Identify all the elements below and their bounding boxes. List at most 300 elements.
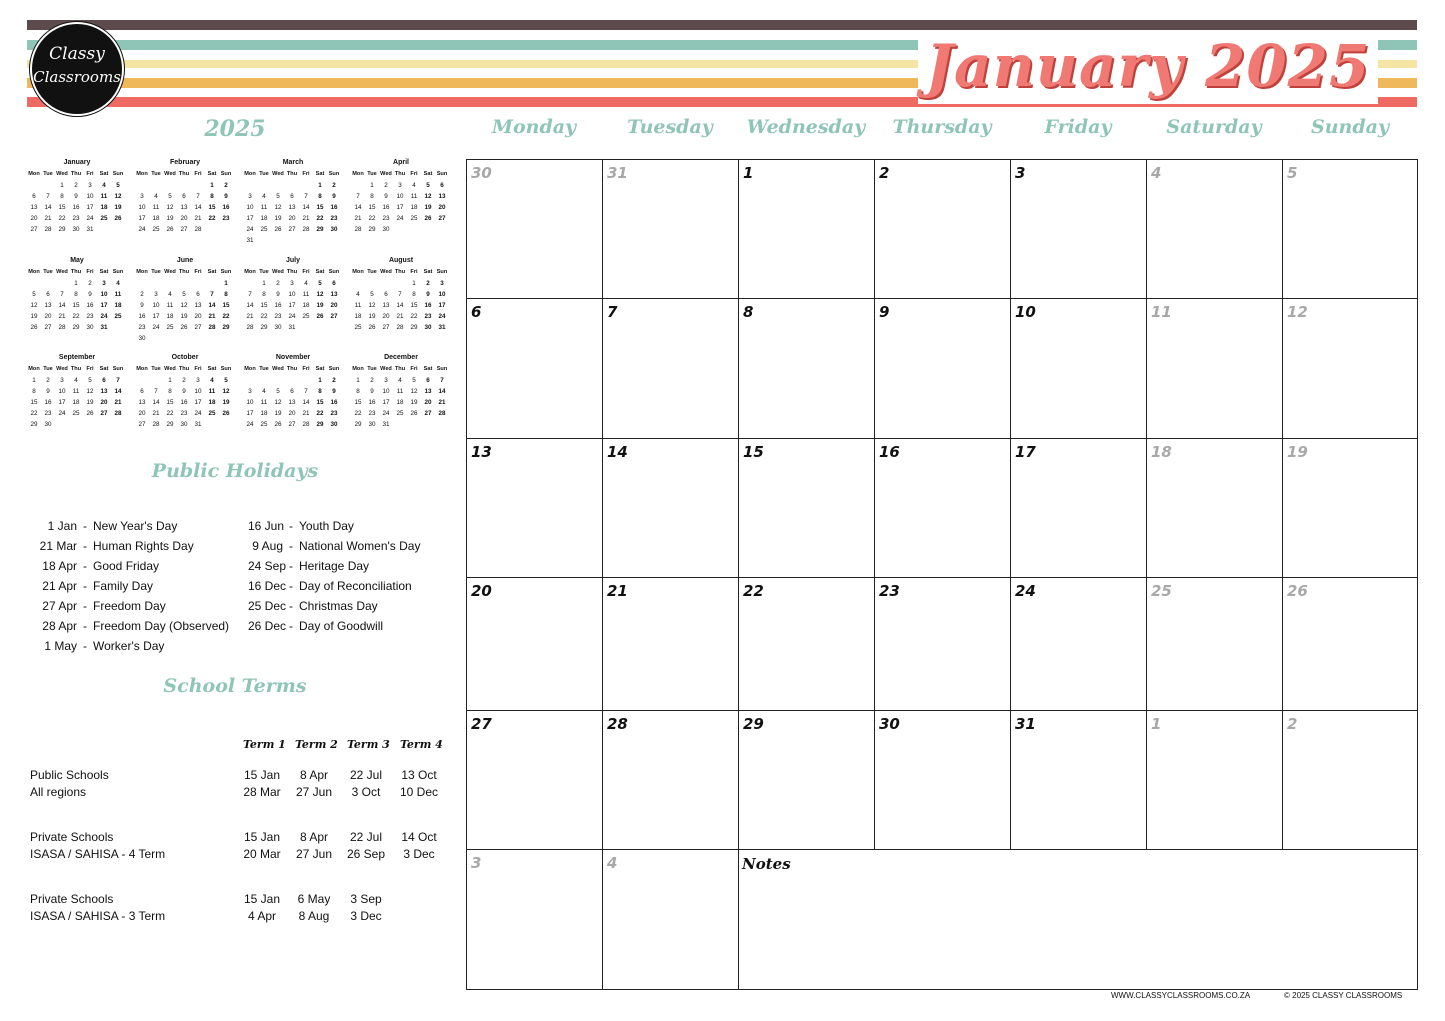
holiday-item	[30, 516, 229, 536]
day-cell-number[interactable]: 6	[471, 303, 482, 321]
mini-month-name: July	[285, 257, 300, 264]
mini-day: 18	[260, 215, 268, 222]
mini-day: 9	[46, 388, 50, 395]
mini-month-days	[27, 168, 127, 235]
mini-day-header: Fri	[194, 269, 202, 275]
day-cell-number[interactable]: 31	[1015, 715, 1036, 733]
mini-day: 4	[356, 291, 360, 298]
mini-day-header: Sat	[423, 171, 433, 177]
mini-day: 11	[114, 291, 122, 298]
term-start: 8 Apr	[299, 830, 329, 844]
holiday-date: 21 Apr	[42, 579, 77, 593]
mini-day: 1	[262, 280, 266, 287]
mini-day: 31	[100, 324, 108, 331]
footer-website[interactable]: WWW.CLASSYCLASSROOMS.CO.ZA	[1111, 991, 1251, 1000]
mini-day: 26	[166, 226, 174, 233]
mini-month-name: June	[176, 257, 194, 264]
grid-col-line	[602, 159, 603, 989]
mini-day: 7	[60, 291, 64, 298]
holiday-separator: -	[289, 539, 293, 553]
mini-day: 12	[424, 193, 432, 200]
grid-col-line	[738, 159, 739, 989]
mini-day-header: Sat	[315, 366, 325, 372]
mini-day-blank	[135, 278, 149, 289]
mini-day: 31	[194, 421, 202, 428]
mini-day: 30	[86, 324, 94, 331]
mini-day: 12	[180, 302, 188, 309]
mini-day: 24	[100, 313, 108, 320]
mini-month-days	[243, 266, 343, 333]
mini-day-blank	[243, 180, 257, 191]
mini-day: 21	[246, 313, 254, 320]
mini-day: 26	[222, 410, 230, 417]
mini-day-blank	[285, 180, 299, 191]
mini-day: 24	[152, 324, 160, 331]
mini-day: 16	[222, 204, 230, 211]
mini-day: 23	[382, 215, 390, 222]
mini-day: 23	[72, 215, 80, 222]
mini-day: 29	[222, 324, 230, 331]
day-cell-number[interactable]: 15	[743, 443, 764, 461]
mini-day-header: Mon	[352, 171, 364, 177]
mini-day: 1	[370, 182, 374, 189]
mini-day: 13	[180, 204, 188, 211]
mini-day: 15	[410, 302, 418, 309]
mini-day: 1	[210, 182, 214, 189]
mini-day: 13	[382, 302, 390, 309]
mini-day: 25	[260, 421, 268, 428]
mini-day: 11	[100, 193, 108, 200]
term-header-1: Term 1	[243, 738, 286, 751]
term-start: 3 Sep	[350, 892, 382, 906]
public-holidays-title: Public Holidays	[151, 460, 319, 482]
mini-day: 1	[168, 377, 172, 384]
mini-day-blank	[27, 180, 41, 191]
mini-day: 23	[138, 324, 146, 331]
day-cell-number[interactable]: 10	[1015, 303, 1036, 321]
mini-day: 8	[318, 388, 322, 395]
mini-day: 25	[208, 410, 216, 417]
mini-day: 19	[410, 399, 418, 406]
mini-day: 25	[354, 324, 362, 331]
mini-day-header: Wed	[380, 171, 392, 177]
mini-day-blank	[351, 180, 365, 191]
mini-day: 24	[396, 215, 404, 222]
day-cell-number[interactable]: 25	[1151, 582, 1172, 600]
mini-day: 28	[44, 226, 52, 233]
mini-day: 22	[410, 313, 418, 320]
day-cell-number[interactable]: 13	[471, 443, 492, 461]
day-cell-number[interactable]: 20	[471, 582, 492, 600]
mini-day: 7	[248, 291, 252, 298]
mini-day: 15	[58, 204, 66, 211]
mini-day: 7	[46, 193, 50, 200]
mini-day-header: Fri	[194, 171, 202, 177]
day-cell-number[interactable]: 30	[471, 164, 492, 182]
day-cell-number[interactable]: 19	[1287, 443, 1308, 461]
grid-row-line	[466, 849, 1418, 850]
mini-day: 22	[354, 410, 362, 417]
mini-day: 22	[30, 410, 38, 417]
mini-day-header: Tue	[43, 269, 53, 275]
mini-month-february	[135, 158, 235, 235]
mini-day-blank	[285, 375, 299, 386]
mini-day: 20	[382, 313, 390, 320]
mini-day: 9	[140, 302, 144, 309]
mini-month-name: December	[384, 354, 418, 361]
mini-day-header: Tue	[43, 366, 53, 372]
mini-day-header: Sun	[436, 269, 448, 275]
mini-day: 20	[180, 215, 188, 222]
mini-day: 17	[152, 313, 160, 320]
term-dates	[288, 891, 340, 925]
day-cell-number[interactable]: 11	[1151, 303, 1172, 321]
holiday-name: Day of Goodwill	[299, 619, 384, 633]
holiday-item	[30, 596, 229, 616]
holiday-separator: -	[289, 559, 293, 573]
grid-row-line	[466, 577, 1418, 578]
mini-day: 5	[276, 193, 280, 200]
mini-day: 27	[330, 313, 338, 320]
mini-day: 6	[196, 291, 200, 298]
mini-day-header: Wed	[56, 171, 68, 177]
mini-day-header: Mon	[28, 366, 40, 372]
term-dates	[393, 829, 445, 863]
mini-day: 24	[194, 410, 202, 417]
mini-day-blank	[135, 375, 149, 386]
mini-day-header: Thu	[178, 171, 190, 177]
day-cell-number[interactable]: 23	[879, 582, 900, 600]
mini-day: 22	[260, 313, 268, 320]
mini-day: 5	[116, 182, 120, 189]
mini-day: 16	[138, 313, 146, 320]
mini-day: 27	[424, 410, 432, 417]
mini-day: 26	[424, 215, 432, 222]
holiday-date: 21 Mar	[39, 539, 77, 553]
mini-day: 24	[246, 226, 254, 233]
mini-day: 30	[44, 421, 52, 428]
day-cell-number[interactable]: 29	[743, 715, 764, 733]
mini-day: 23	[330, 215, 338, 222]
term-start: 6 May	[297, 892, 331, 906]
mini-day: 21	[396, 313, 404, 320]
mini-day: 23	[44, 410, 52, 417]
mini-day-blank	[177, 180, 191, 191]
day-cell-number[interactable]: 18	[1151, 443, 1172, 461]
mini-day: 27	[288, 226, 296, 233]
mini-day-header: Thu	[394, 171, 406, 177]
mini-day: 12	[274, 399, 282, 406]
day-cell-number[interactable]: 3	[471, 854, 482, 872]
mini-day: 7	[154, 388, 158, 395]
mini-day: 31	[246, 237, 254, 244]
mini-day-header: Fri	[86, 171, 94, 177]
mini-day-header: Sun	[436, 171, 448, 177]
mini-month-march	[243, 158, 343, 246]
mini-day: 28	[302, 226, 310, 233]
holiday-item	[30, 616, 229, 636]
day-cell-number[interactable]: 26	[1287, 582, 1308, 600]
mini-day: 14	[438, 388, 446, 395]
holiday-date: 1 May	[44, 639, 77, 653]
mini-day-header: Thu	[178, 269, 190, 275]
mini-day-header: Fri	[410, 366, 418, 372]
mini-day: 27	[30, 226, 38, 233]
mini-day: 16	[330, 204, 338, 211]
mini-day: 15	[316, 204, 324, 211]
term-end: 3 Dec	[403, 847, 435, 861]
mini-day: 11	[260, 399, 268, 406]
term-end: 3 Oct	[351, 785, 381, 799]
mini-day-blank	[135, 180, 149, 191]
mini-day-blank	[41, 180, 55, 191]
day-cell-number[interactable]: 9	[879, 303, 890, 321]
mini-day-header: Wed	[272, 366, 284, 372]
mini-day: 28	[152, 421, 160, 428]
mini-day: 18	[260, 410, 268, 417]
mini-day: 21	[302, 410, 310, 417]
mini-day-header: Fri	[86, 366, 94, 372]
holiday-item	[30, 556, 229, 576]
mini-day: 2	[276, 280, 280, 287]
mini-month-january	[27, 158, 127, 235]
mini-day: 10	[138, 204, 146, 211]
mini-day: 10	[246, 204, 254, 211]
year-overview-title: 2025	[204, 116, 266, 142]
mini-day: 27	[382, 324, 390, 331]
day-cell-number[interactable]: 24	[1015, 582, 1036, 600]
mini-day-header: Sun	[328, 171, 340, 177]
mini-day: 4	[398, 377, 402, 384]
mini-day-header: Sun	[220, 269, 232, 275]
mini-day: 28	[246, 324, 254, 331]
mini-day: 23	[222, 215, 230, 222]
grid-col-line	[1282, 159, 1283, 849]
grid-col-line	[1146, 159, 1147, 849]
mini-day: 14	[246, 302, 254, 309]
mini-day: 11	[260, 204, 268, 211]
holiday-separator: -	[289, 619, 293, 633]
mini-day: 17	[246, 215, 254, 222]
mini-day: 30	[330, 226, 338, 233]
mini-day-header: Sun	[436, 366, 448, 372]
mini-day: 25	[114, 313, 122, 320]
mini-month-days	[27, 363, 127, 430]
mini-day: 29	[166, 421, 174, 428]
mini-day-header: Tue	[151, 171, 161, 177]
mini-day: 2	[384, 182, 388, 189]
mini-day-header: Fri	[302, 269, 310, 275]
mini-day: 4	[116, 280, 120, 287]
mini-day: 14	[152, 399, 160, 406]
mini-month-name: April	[393, 159, 409, 166]
mini-day-header: Sat	[315, 171, 325, 177]
mini-day: 26	[30, 324, 38, 331]
term-start: 15 Jan	[243, 892, 281, 906]
mini-day: 8	[224, 291, 228, 298]
mini-day: 25	[396, 410, 404, 417]
mini-day: 11	[152, 204, 160, 211]
day-cell-number[interactable]: 16	[879, 443, 900, 461]
day-cell-number[interactable]: 30	[879, 715, 900, 733]
term-header-2: Term 2	[295, 738, 338, 751]
day-cell-number[interactable]: 1	[1151, 715, 1162, 733]
mini-day: 17	[288, 302, 296, 309]
holiday-name: Christmas Day	[299, 599, 378, 613]
day-cell-number[interactable]: 28	[607, 715, 628, 733]
mini-month-november	[243, 353, 343, 430]
mini-day-header: Thu	[178, 366, 190, 372]
mini-day: 15	[30, 399, 38, 406]
holiday-name: National Women's Day	[299, 539, 421, 553]
mini-day-header: Sat	[423, 269, 433, 275]
mini-day: 3	[102, 280, 106, 287]
day-cell-number[interactable]: 31	[607, 164, 628, 182]
holiday-separator: -	[83, 599, 87, 613]
mini-day: 16	[72, 204, 80, 211]
mini-day: 21	[114, 399, 122, 406]
mini-day: 22	[316, 215, 324, 222]
mini-day: 4	[210, 377, 214, 384]
holiday-item	[30, 536, 229, 556]
mini-day: 27	[438, 215, 446, 222]
day-cell-number[interactable]: 7	[607, 303, 618, 321]
mini-day: 5	[426, 182, 430, 189]
day-cell-number[interactable]: 4	[607, 854, 618, 872]
mini-day: 21	[194, 215, 202, 222]
mini-day: 1	[74, 280, 78, 287]
mini-day: 21	[152, 410, 160, 417]
mini-day-header: Sat	[99, 366, 109, 372]
mini-month-june	[135, 256, 235, 344]
weekday-monday: Monday	[491, 116, 577, 138]
mini-day: 7	[398, 291, 402, 298]
mini-day: 26	[114, 215, 122, 222]
day-cell-number[interactable]: 21	[607, 582, 628, 600]
mini-day: 18	[410, 204, 418, 211]
day-cell-number[interactable]: 17	[1015, 443, 1036, 461]
day-cell-number[interactable]: 8	[743, 303, 754, 321]
mini-day-header: Mon	[352, 366, 364, 372]
mini-day: 31	[382, 421, 390, 428]
mini-day-header: Thu	[70, 269, 82, 275]
mini-day-blank	[149, 278, 163, 289]
mini-day-blank	[379, 278, 393, 289]
mini-day-header: Wed	[272, 171, 284, 177]
mini-day: 29	[354, 421, 362, 428]
day-cell-number[interactable]: 1	[743, 164, 754, 182]
mini-day: 21	[44, 215, 52, 222]
mini-day: 2	[88, 280, 92, 287]
mini-day: 24	[58, 410, 66, 417]
mini-day: 1	[32, 377, 36, 384]
mini-day-header: Fri	[410, 269, 418, 275]
mini-day-header: Wed	[56, 366, 68, 372]
holiday-item	[30, 576, 229, 596]
mini-day: 28	[194, 226, 202, 233]
day-cell-number[interactable]: 5	[1287, 164, 1298, 182]
mini-day-header: Tue	[259, 171, 269, 177]
holiday-item	[248, 576, 420, 596]
holiday-separator: -	[289, 579, 293, 593]
mini-day-header: Wed	[272, 269, 284, 275]
mini-day: 6	[102, 377, 106, 384]
mini-day-header: Mon	[136, 269, 148, 275]
mini-day: 26	[86, 410, 94, 417]
mini-day: 16	[368, 399, 376, 406]
mini-day: 13	[100, 388, 108, 395]
mini-day: 20	[44, 313, 52, 320]
mini-day: 24	[382, 410, 390, 417]
day-cell-number[interactable]: 2	[879, 164, 890, 182]
day-cell-number[interactable]: 4	[1151, 164, 1162, 182]
term-end: 20 Mar	[243, 847, 281, 861]
mini-day: 8	[168, 388, 172, 395]
holiday-item	[248, 596, 420, 616]
mini-day-header: Thu	[394, 366, 406, 372]
day-cell-number[interactable]: 22	[743, 582, 764, 600]
mini-day: 11	[410, 193, 418, 200]
mini-day: 18	[396, 399, 404, 406]
mini-day: 7	[440, 377, 444, 384]
mini-day: 21	[208, 313, 216, 320]
mini-day: 23	[180, 410, 188, 417]
mini-day: 17	[194, 399, 202, 406]
day-cell-number[interactable]: 3	[1015, 164, 1026, 182]
school-type	[30, 891, 165, 925]
mini-day: 18	[302, 302, 310, 309]
mini-day: 19	[30, 313, 38, 320]
mini-day: 16	[382, 204, 390, 211]
mini-month-days	[351, 168, 451, 235]
mini-day: 27	[288, 421, 296, 428]
mini-day: 8	[60, 193, 64, 200]
mini-day: 22	[166, 410, 174, 417]
mini-day: 22	[368, 215, 376, 222]
mini-day: 13	[330, 291, 338, 298]
mini-day-blank	[299, 180, 313, 191]
mini-day-header: Sat	[315, 269, 325, 275]
day-cell-number[interactable]: 12	[1287, 303, 1308, 321]
mini-day: 29	[72, 324, 80, 331]
mini-day: 22	[208, 215, 216, 222]
mini-day: 12	[114, 193, 122, 200]
grid-row-line	[466, 438, 1418, 439]
holiday-item	[30, 636, 229, 656]
mini-day: 18	[100, 204, 108, 211]
term-start: 15 Jan	[243, 768, 281, 782]
term-dates	[340, 891, 392, 925]
mini-day: 15	[208, 204, 216, 211]
mini-day: 3	[248, 388, 252, 395]
mini-day: 14	[302, 399, 310, 406]
mini-day: 5	[370, 291, 374, 298]
mini-day: 8	[262, 291, 266, 298]
day-cell-number[interactable]: 2	[1287, 715, 1298, 733]
holiday-date: 9 Aug	[252, 539, 283, 553]
mini-day: 12	[316, 291, 324, 298]
term-end: 27 Jun	[295, 785, 333, 799]
mini-day: 24	[86, 215, 94, 222]
mini-day: 10	[288, 291, 296, 298]
mini-day: 1	[60, 182, 64, 189]
mini-day-header: Wed	[380, 269, 392, 275]
day-cell-number[interactable]: 14	[607, 443, 628, 461]
holiday-item	[248, 536, 420, 556]
mini-day-header: Thu	[70, 366, 82, 372]
mini-day-header: Wed	[164, 366, 176, 372]
day-cell-number[interactable]: 27	[471, 715, 492, 733]
